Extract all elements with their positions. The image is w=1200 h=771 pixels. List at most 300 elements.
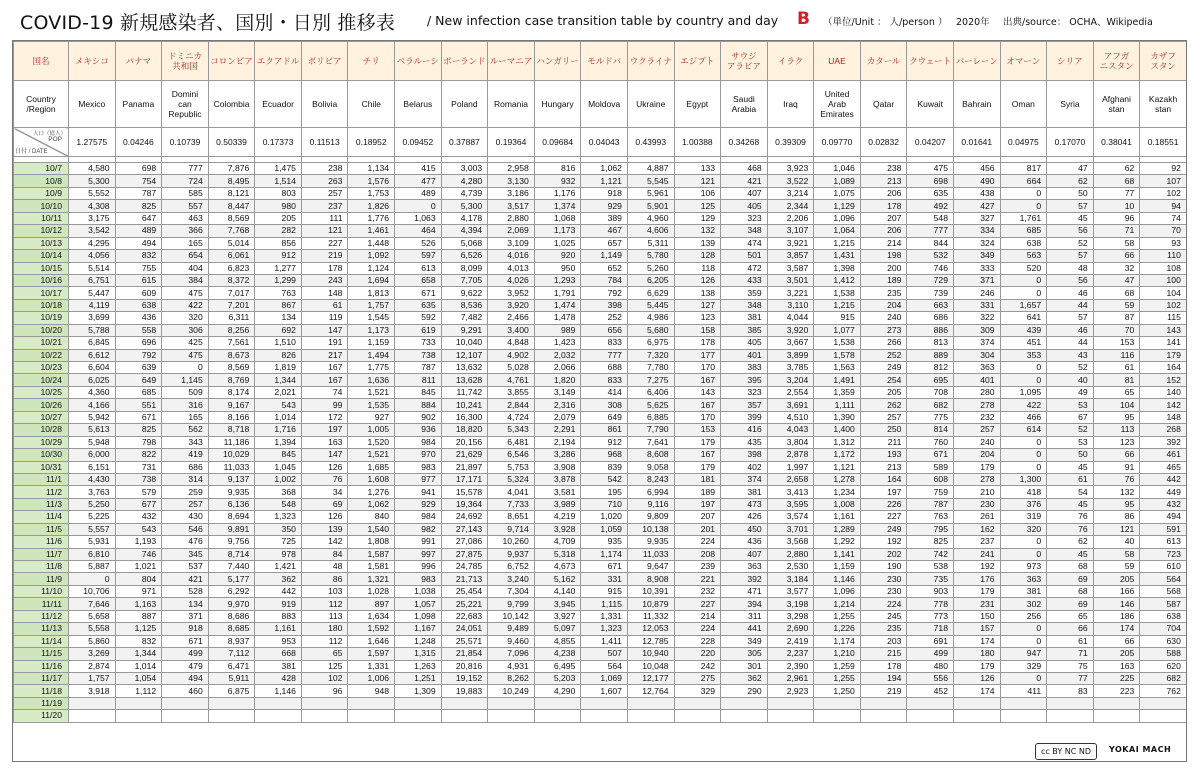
- case-count-cell: 11,742: [441, 386, 488, 398]
- case-count-cell: 763: [255, 287, 302, 299]
- case-count-cell: 45: [1047, 461, 1094, 473]
- case-count-cell: 5,203: [534, 672, 581, 684]
- case-count-cell: 6,205: [627, 274, 674, 286]
- case-count-cell: 143: [674, 386, 721, 398]
- case-count-cell: 1,578: [814, 349, 861, 361]
- case-count-cell: 4,013: [488, 262, 535, 274]
- case-count-cell: 181: [674, 473, 721, 485]
- case-count-cell: 178: [674, 337, 721, 349]
- case-count-cell: 436: [721, 536, 768, 548]
- case-count-cell: 532: [907, 250, 954, 262]
- case-count-cell: 5,931: [69, 536, 116, 548]
- case-count-cell: 3,286: [534, 449, 581, 461]
- case-count-cell: 1,412: [814, 274, 861, 286]
- case-count-cell: 0: [69, 573, 116, 585]
- case-count-cell: 9,622: [441, 287, 488, 299]
- population-value: 0.11513: [301, 128, 348, 157]
- case-count-cell: 153: [1093, 337, 1140, 349]
- case-count-cell: 733: [395, 337, 442, 349]
- case-count-cell: 121: [301, 225, 348, 237]
- case-count-cell: 254: [860, 374, 907, 386]
- case-count-cell: 6,061: [208, 250, 255, 262]
- case-count-cell: 305: [721, 648, 768, 660]
- case-count-cell: 363: [721, 561, 768, 573]
- case-count-cell: 3,928: [534, 523, 581, 535]
- case-count-cell: 66: [1093, 635, 1140, 647]
- case-count-cell: 941: [395, 486, 442, 498]
- case-count-cell: [860, 710, 907, 722]
- case-count-cell: 230: [860, 585, 907, 597]
- case-count-cell: 215: [860, 648, 907, 660]
- case-count-cell: 262: [860, 399, 907, 411]
- date-cell: 10/17: [14, 287, 69, 299]
- case-count-cell: 348: [721, 225, 768, 237]
- case-count-cell: 10,040: [441, 337, 488, 349]
- case-count-cell: 189: [860, 274, 907, 286]
- case-count-cell: 0: [1000, 635, 1047, 647]
- case-count-cell: 639: [115, 362, 162, 374]
- case-count-cell: 9,935: [627, 536, 674, 548]
- case-count-cell: 948: [348, 685, 395, 697]
- case-count-cell: [1047, 710, 1094, 722]
- case-count-cell: 134: [255, 312, 302, 324]
- case-count-cell: [395, 710, 442, 722]
- table-row: [14, 511, 1187, 523]
- case-count-cell: 263: [301, 175, 348, 187]
- case-count-cell: 460: [162, 685, 209, 697]
- table-row: [14, 374, 1187, 386]
- case-count-cell: 1,636: [348, 374, 395, 386]
- case-count-cell: 139: [301, 523, 348, 535]
- case-count-cell: [1000, 697, 1047, 709]
- case-count-cell: 213: [860, 461, 907, 473]
- case-count-cell: 1,149: [581, 250, 628, 262]
- case-count-cell: 691: [907, 635, 954, 647]
- case-count-cell: 62: [1047, 536, 1094, 548]
- case-count-cell: 5,658: [69, 610, 116, 622]
- case-count-cell: 2,419: [767, 635, 814, 647]
- case-count-cell: 668: [255, 648, 302, 660]
- case-count-cell: 3,221: [767, 287, 814, 299]
- case-count-cell: 1,176: [534, 187, 581, 199]
- case-count-cell: 84: [301, 548, 348, 560]
- table-row: [14, 548, 1187, 560]
- case-count-cell: 526: [395, 237, 442, 249]
- table-row: [14, 672, 1187, 684]
- corner-jp-label: 国名: [14, 42, 69, 81]
- case-count-cell: 2,958: [488, 163, 535, 175]
- case-count-cell: 232: [674, 585, 721, 597]
- case-count-cell: 1,064: [814, 225, 861, 237]
- case-count-cell: 608: [907, 473, 954, 485]
- case-count-cell: 1,309: [395, 685, 442, 697]
- case-count-cell: 148: [301, 287, 348, 299]
- country-name-en: Saudi Arabia: [721, 81, 768, 128]
- case-count-cell: 334: [953, 225, 1000, 237]
- case-count-cell: 787: [395, 362, 442, 374]
- case-count-cell: 231: [953, 598, 1000, 610]
- case-count-cell: 1,587: [348, 548, 395, 560]
- country-name-en: Ukraine: [627, 81, 674, 128]
- case-count-cell: 238: [301, 163, 348, 175]
- case-count-cell: 5,753: [488, 461, 535, 473]
- case-count-cell: 170: [674, 362, 721, 374]
- case-count-cell: 597: [395, 250, 442, 262]
- population-value: 0.19364: [488, 128, 535, 157]
- case-count-cell: 664: [1000, 175, 1047, 187]
- case-count-cell: 4,166: [69, 399, 116, 411]
- case-count-cell: 4,580: [69, 163, 116, 175]
- case-count-cell: 290: [721, 685, 768, 697]
- case-count-cell: 1,121: [814, 461, 861, 473]
- date-cell: 11/10: [14, 585, 69, 597]
- table-row: [14, 362, 1187, 374]
- case-count-cell: 3,198: [767, 598, 814, 610]
- case-count-cell: 221: [674, 573, 721, 585]
- table-row: [14, 411, 1187, 423]
- case-count-cell: 6,000: [69, 449, 116, 461]
- case-count-cell: 198: [860, 250, 907, 262]
- case-count-cell: 324: [953, 237, 1000, 249]
- case-count-cell: 246: [953, 287, 1000, 299]
- case-count-cell: 635: [907, 187, 954, 199]
- case-count-cell: 1,514: [255, 175, 302, 187]
- case-count-cell: 10,940: [627, 648, 674, 660]
- population-value: 0.39309: [767, 128, 814, 157]
- case-count-cell: 813: [907, 337, 954, 349]
- case-count-cell: 425: [162, 337, 209, 349]
- case-count-cell: 698: [115, 163, 162, 175]
- case-count-cell: 275: [674, 672, 721, 684]
- case-count-cell: 9,756: [208, 536, 255, 548]
- case-count-cell: 5,788: [69, 324, 116, 336]
- case-count-cell: 141: [1140, 337, 1187, 349]
- date-cell: 10/14: [14, 250, 69, 262]
- case-count-cell: 381: [721, 486, 768, 498]
- case-count-cell: 3,110: [767, 299, 814, 311]
- case-count-cell: 232: [953, 411, 1000, 423]
- case-count-cell: 5,514: [69, 262, 116, 274]
- date-cell: 11/1: [14, 473, 69, 485]
- case-count-cell: 240: [860, 312, 907, 324]
- country-name-jp: ウクライナ: [627, 42, 674, 81]
- case-count-cell: 3,701: [767, 523, 814, 535]
- case-count-cell: 96: [1093, 212, 1140, 224]
- case-count-cell: 649: [115, 374, 162, 386]
- case-count-cell: 652: [581, 262, 628, 274]
- country-name-jp: バーレーン: [953, 42, 1000, 81]
- case-count-cell: 3,908: [534, 461, 581, 473]
- case-count-cell: 119: [301, 312, 348, 324]
- case-count-cell: 113: [301, 610, 348, 622]
- case-count-cell: 381: [255, 660, 302, 672]
- case-count-cell: 65: [1093, 386, 1140, 398]
- case-count-cell: 158: [674, 324, 721, 336]
- case-count-cell: 257: [301, 187, 348, 199]
- case-count-cell: 3,927: [534, 610, 581, 622]
- corner-pop-label: 人口（億人）: [32, 131, 66, 137]
- case-count-cell: 249: [860, 362, 907, 374]
- case-count-cell: 207: [860, 212, 907, 224]
- case-count-cell: [1093, 697, 1140, 709]
- case-count-cell: 980: [255, 200, 302, 212]
- case-count-cell: 5,613: [69, 424, 116, 436]
- case-count-cell: 219: [860, 685, 907, 697]
- case-count-cell: 104: [1140, 287, 1187, 299]
- case-count-cell: 419: [162, 449, 209, 461]
- case-count-cell: 138: [674, 287, 721, 299]
- case-count-cell: 983: [395, 461, 442, 473]
- case-count-cell: 1,112: [115, 685, 162, 697]
- case-count-cell: 3,149: [534, 386, 581, 398]
- case-count-cell: 1,054: [115, 672, 162, 684]
- population-value: 0.10739: [162, 128, 209, 157]
- case-count-cell: 371: [953, 274, 1000, 286]
- case-count-cell: 56: [1047, 274, 1094, 286]
- case-count-cell: 3,130: [488, 175, 535, 187]
- case-count-cell: 0: [1000, 374, 1047, 386]
- case-count-cell: 6,845: [69, 337, 116, 349]
- case-count-cell: 66: [1093, 449, 1140, 461]
- case-count-cell: 8,937: [208, 635, 255, 647]
- date-cell: 10/13: [14, 237, 69, 249]
- case-count-cell: 1,234: [814, 486, 861, 498]
- case-count-cell: 7,112: [208, 648, 255, 660]
- case-count-cell: 77: [1093, 187, 1140, 199]
- case-count-cell: 3,186: [488, 187, 535, 199]
- case-count-cell: 1,021: [115, 561, 162, 573]
- case-count-cell: 798: [115, 436, 162, 448]
- case-count-cell: 3,667: [767, 337, 814, 349]
- case-count-cell: 268: [1140, 424, 1187, 436]
- case-count-cell: 392: [721, 573, 768, 585]
- case-count-cell: 746: [907, 262, 954, 274]
- date-cell: 10/9: [14, 187, 69, 199]
- case-count-cell: [162, 697, 209, 709]
- case-count-cell: 52: [1047, 424, 1094, 436]
- case-count-cell: 9,714: [488, 523, 535, 535]
- case-count-cell: 3,945: [534, 598, 581, 610]
- case-count-cell: 686: [907, 312, 954, 324]
- case-count-cell: 435: [721, 436, 768, 448]
- case-count-cell: 178: [860, 660, 907, 672]
- case-count-cell: 235: [860, 623, 907, 635]
- case-count-cell: 3,804: [767, 436, 814, 448]
- case-count-cell: 115: [1140, 312, 1187, 324]
- date-cell: 10/18: [14, 299, 69, 311]
- date-cell: 11/17: [14, 672, 69, 684]
- case-count-cell: 415: [395, 163, 442, 175]
- table-row: [14, 386, 1187, 398]
- case-count-cell: 615: [115, 274, 162, 286]
- case-count-cell: [1093, 710, 1140, 722]
- case-count-cell: 915: [581, 585, 628, 597]
- case-count-cell: 401: [953, 374, 1000, 386]
- case-count-cell: 4,295: [69, 237, 116, 249]
- case-count-cell: 9,809: [627, 511, 674, 523]
- case-count-cell: 463: [162, 212, 209, 224]
- case-count-cell: 9,460: [488, 635, 535, 647]
- case-count-cell: 787: [907, 498, 954, 510]
- case-count-cell: 404: [162, 262, 209, 274]
- case-count-cell: [1140, 710, 1187, 722]
- case-count-cell: 509: [162, 386, 209, 398]
- case-count-cell: 1,121: [581, 175, 628, 187]
- table-row: [14, 262, 1187, 274]
- case-count-cell: 451: [1000, 337, 1047, 349]
- case-count-cell: 65: [301, 648, 348, 660]
- case-count-cell: 480: [907, 660, 954, 672]
- case-count-cell: 54: [1047, 486, 1094, 498]
- case-count-cell: 6,885: [627, 411, 674, 423]
- case-count-cell: 1,210: [814, 648, 861, 660]
- case-count-cell: 359: [721, 287, 768, 299]
- case-count-cell: 148: [1140, 411, 1187, 423]
- case-count-cell: 4,887: [627, 163, 674, 175]
- case-count-cell: 405: [721, 337, 768, 349]
- case-count-cell: 1,581: [348, 561, 395, 573]
- table-row: [14, 299, 1187, 311]
- case-count-cell: 414: [581, 386, 628, 398]
- country-name-en: Egypt: [674, 81, 721, 128]
- case-count-cell: 1,400: [814, 424, 861, 436]
- case-count-cell: [69, 697, 116, 709]
- case-count-cell: 1,193: [115, 536, 162, 548]
- case-count-cell: 4,041: [488, 486, 535, 498]
- case-count-cell: 1,323: [581, 623, 628, 635]
- case-count-cell: 366: [162, 225, 209, 237]
- case-count-cell: 208: [674, 548, 721, 560]
- case-count-cell: 542: [581, 473, 628, 485]
- case-count-cell: 394: [721, 598, 768, 610]
- case-count-cell: 0: [1000, 274, 1047, 286]
- country-name-en: Mexico: [69, 81, 116, 128]
- case-count-cell: 125: [301, 660, 348, 672]
- date-cell: 11/13: [14, 623, 69, 635]
- case-count-cell: 953: [255, 635, 302, 647]
- country-name-jp: クウェート: [907, 42, 954, 81]
- case-count-cell: 7,641: [627, 436, 674, 448]
- case-count-cell: 76: [1047, 511, 1094, 523]
- case-count-cell: 1,215: [814, 299, 861, 311]
- case-count-cell: 718: [907, 623, 954, 635]
- case-count-cell: 179: [953, 585, 1000, 597]
- case-count-cell: 74: [301, 386, 348, 398]
- case-count-cell: 91: [1093, 461, 1140, 473]
- case-count-cell: 592: [395, 312, 442, 324]
- case-count-cell: 70: [1093, 324, 1140, 336]
- case-count-cell: 178: [860, 200, 907, 212]
- table-row: [14, 175, 1187, 187]
- case-count-cell: 710: [581, 498, 628, 510]
- country-name-jp: カタール: [860, 42, 907, 81]
- case-count-cell: 140: [1140, 386, 1187, 398]
- case-count-cell: 1,538: [814, 337, 861, 349]
- case-count-cell: 1,344: [255, 374, 302, 386]
- case-count-cell: 4,238: [534, 648, 581, 660]
- case-count-cell: 405: [721, 200, 768, 212]
- case-count-cell: 929: [395, 498, 442, 510]
- case-count-cell: 677: [115, 498, 162, 510]
- case-count-cell: 1,134: [348, 163, 395, 175]
- case-count-cell: 1,521: [348, 449, 395, 461]
- case-count-cell: 238: [860, 163, 907, 175]
- case-count-cell: 3,899: [767, 349, 814, 361]
- case-count-cell: 2,554: [767, 386, 814, 398]
- case-count-cell: 92: [1140, 163, 1187, 175]
- table-row: [14, 573, 1187, 585]
- case-count-cell: 494: [162, 672, 209, 684]
- case-count-cell: 461: [1140, 449, 1187, 461]
- case-count-cell: 21,629: [441, 449, 488, 461]
- case-count-cell: 475: [907, 163, 954, 175]
- case-count-cell: 698: [907, 175, 954, 187]
- case-count-cell: 548: [907, 212, 954, 224]
- case-count-cell: 278: [953, 473, 1000, 485]
- case-count-cell: 52: [1047, 362, 1094, 374]
- case-count-cell: 686: [162, 461, 209, 473]
- case-count-cell: 5,557: [69, 523, 116, 535]
- case-count-cell: 16,300: [441, 411, 488, 423]
- case-count-cell: 671: [162, 635, 209, 647]
- case-count-cell: 6,481: [488, 436, 535, 448]
- case-count-cell: 499: [907, 648, 954, 660]
- table-row: [14, 200, 1187, 212]
- country-name-jp: コロンビア: [208, 42, 255, 81]
- case-count-cell: 126: [301, 461, 348, 473]
- case-count-cell: 912: [255, 250, 302, 262]
- case-count-cell: 314: [162, 473, 209, 485]
- table-row: [14, 536, 1187, 548]
- date-cell: 10/11: [14, 212, 69, 224]
- case-count-cell: [767, 697, 814, 709]
- case-count-cell: 416: [721, 424, 768, 436]
- case-count-cell: [534, 710, 581, 722]
- case-count-cell: 69: [1047, 598, 1094, 610]
- table-row: [14, 598, 1187, 610]
- case-count-cell: [488, 710, 535, 722]
- case-count-cell: 179: [953, 660, 1000, 672]
- case-count-cell: 494: [1140, 511, 1187, 523]
- case-count-cell: 5,545: [627, 175, 674, 187]
- case-count-cell: 6,292: [208, 585, 255, 597]
- case-count-cell: 189: [674, 486, 721, 498]
- case-count-cell: 4,902: [488, 349, 535, 361]
- case-count-cell: 1,538: [814, 287, 861, 299]
- case-count-cell: 197: [301, 424, 348, 436]
- case-count-cell: 5,300: [441, 200, 488, 212]
- case-count-cell: 591: [1140, 523, 1187, 535]
- case-count-cell: 1,390: [814, 411, 861, 423]
- case-count-cell: 252: [581, 312, 628, 324]
- case-count-cell: 929: [581, 200, 628, 212]
- case-count-cell: 1,657: [1000, 299, 1047, 311]
- case-count-cell: 1,423: [534, 337, 581, 349]
- case-count-cell: 1,374: [534, 200, 581, 212]
- case-count-cell: 685: [115, 386, 162, 398]
- country-name-jp: パナマ: [115, 42, 162, 81]
- case-count-cell: 1,057: [395, 598, 442, 610]
- case-count-cell: 257: [162, 498, 209, 510]
- case-count-cell: 100: [1140, 274, 1187, 286]
- case-count-cell: 777: [581, 349, 628, 361]
- case-count-cell: 103: [301, 585, 348, 597]
- case-count-cell: 432: [115, 511, 162, 523]
- case-count-cell: 825: [907, 536, 954, 548]
- case-count-cell: 180: [301, 623, 348, 635]
- case-count-cell: 466: [1000, 411, 1047, 423]
- case-count-cell: 1,096: [814, 585, 861, 597]
